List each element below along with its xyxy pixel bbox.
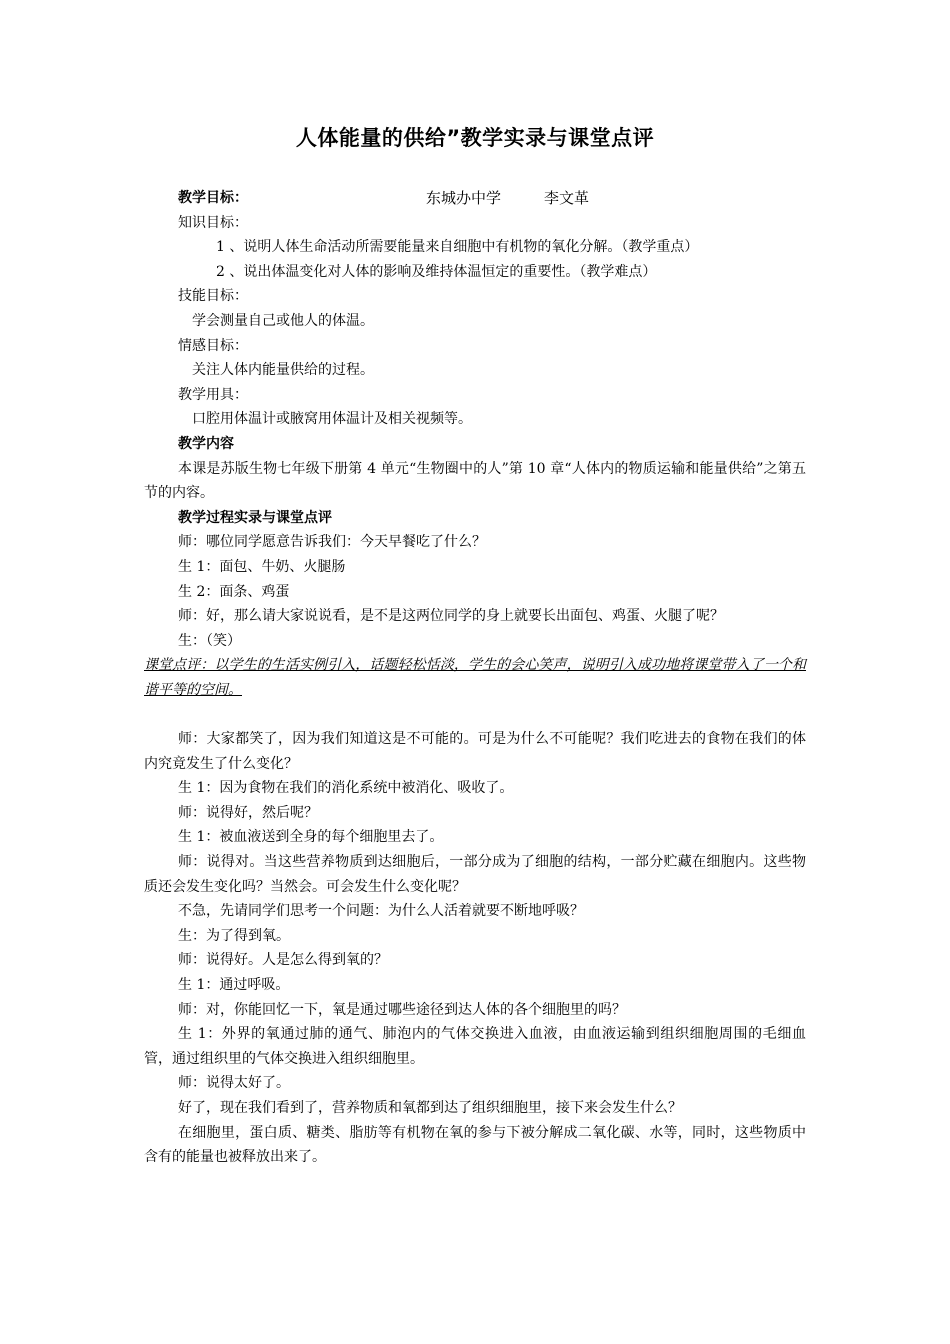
goals-label: 教学目标： — [178, 190, 248, 206]
dialogue-line: 生 1：因为食物在我们的消化系统中被消化、吸收了。 — [178, 780, 514, 797]
dialogue-line: 生 1：面包、牛奶、火腿肠 — [178, 558, 346, 575]
content-paragraph: 本课是苏版生物七年级下册第 4 单元“生物圈中的人”第 10 章“人体内的物质运输和能量供给”之第五节的内容。 — [144, 460, 806, 502]
dialogue-line: 不急，先请同学们思考一个问题：为什么人活着就要不断地呼吸？ — [178, 903, 584, 920]
dialogue-paragraph: 师：说得对。当这些营养物质到达细胞后，一部分成为了细胞的结构，一部分贮藏在细胞内。这些物质还会发生变化吗？当然会。可会发生什么变化呢？ — [144, 854, 806, 895]
skill-label: 技能目标： — [178, 288, 248, 305]
dialogue-paragraph: 在细胞里，蛋白质、糖类、脂肪等有机物在氧的参与下被分解成二氧化碳、水等，同时，这些物质中含有的能量也被释放出来了。 — [144, 1124, 806, 1166]
dialogue-line: 生 2：面条、鸡蛋 — [178, 583, 290, 600]
document-body — [144, 186, 806, 1170]
knowledge-label: 知识目标： — [178, 214, 248, 231]
document-title: 人体能量的供给”教学实录与课堂点评 — [295, 126, 655, 150]
tools-label: 教学用具： — [178, 386, 248, 403]
tools-text: 口腔用体温计或腋窝用体温计及相关视频等。 — [192, 411, 472, 428]
dialogue-paragraph: 师：大家都笑了，因为我们知道这是不可能的。可是为什么不可能呢？我们吃进去的食物在我们的体内究竟发生了什么变化？ — [144, 731, 806, 772]
dialogue-line: 师：说得太好了。 — [178, 1075, 290, 1092]
dialogue-line: 生 1：被血液送到全身的每个细胞里去了。 — [178, 829, 444, 846]
knowledge-item-1: 1 、说明人体生命活动所需要能量来自细胞中有机物的氧化分解。（教学重点） — [216, 239, 699, 256]
dialogue-line: 生：（笑） — [178, 632, 241, 649]
dialogue-line: 师：对，你能回忆一下，氧是通过哪些途径到达人体的各个细胞里的吗？ — [178, 1001, 626, 1018]
content-heading: 教学内容 — [178, 435, 234, 452]
teacher-name: 李文革 — [544, 189, 590, 207]
goals-row — [144, 186, 806, 211]
dialogue-line: 师：说得好。人是怎么得到氧的？ — [178, 952, 388, 969]
classroom-comment: 课堂点评：以学生的生活实例引入，话题轻松恬淡，学生的会心笑声，说明引入成功地将课堂带入了一个和谐平等的空间。 — [144, 657, 806, 698]
emotion-text: 关注人体内能量供给的过程。 — [192, 362, 374, 379]
dialogue-paragraph: 生 1：外界的氧通过肺的通气、肺泡内的气体交换进入血液，由血液运输到组织细胞周围的毛细血管，通过组织里的气体交换进入组织细胞里。 — [144, 1026, 806, 1067]
dialogue-line: 师：哪位同学愿意告诉我们：今天早餐吃了什么？ — [178, 534, 486, 551]
dialogue-line: 师：说得好，然后呢？ — [178, 804, 318, 821]
skill-text: 学会测量自己或他人的体温。 — [192, 312, 374, 329]
dialogue-line: 生：为了得到氧。 — [178, 927, 290, 944]
dialogue-line: 好了，现在我们看到了，营养物质和氧都到达了组织细胞里，接下来会发生什么？ — [178, 1099, 682, 1116]
knowledge-item-2: 2 、说出体温变化对人体的影响及维持体温恒定的重要性。（教学难点） — [216, 263, 657, 280]
process-heading: 教学过程实录与课堂点评 — [178, 509, 332, 526]
dialogue-line: 生 1：通过呼吸。 — [178, 977, 290, 993]
emotion-label: 情感目标： — [178, 337, 248, 354]
dialogue-line: 师：好，那么请大家说说看，是不是这两位同学的身上就要长出面包、鸡蛋、火腿了呢？ — [178, 608, 724, 625]
blank-line — [144, 702, 806, 727]
school-name: 东城办中学 — [426, 189, 502, 207]
